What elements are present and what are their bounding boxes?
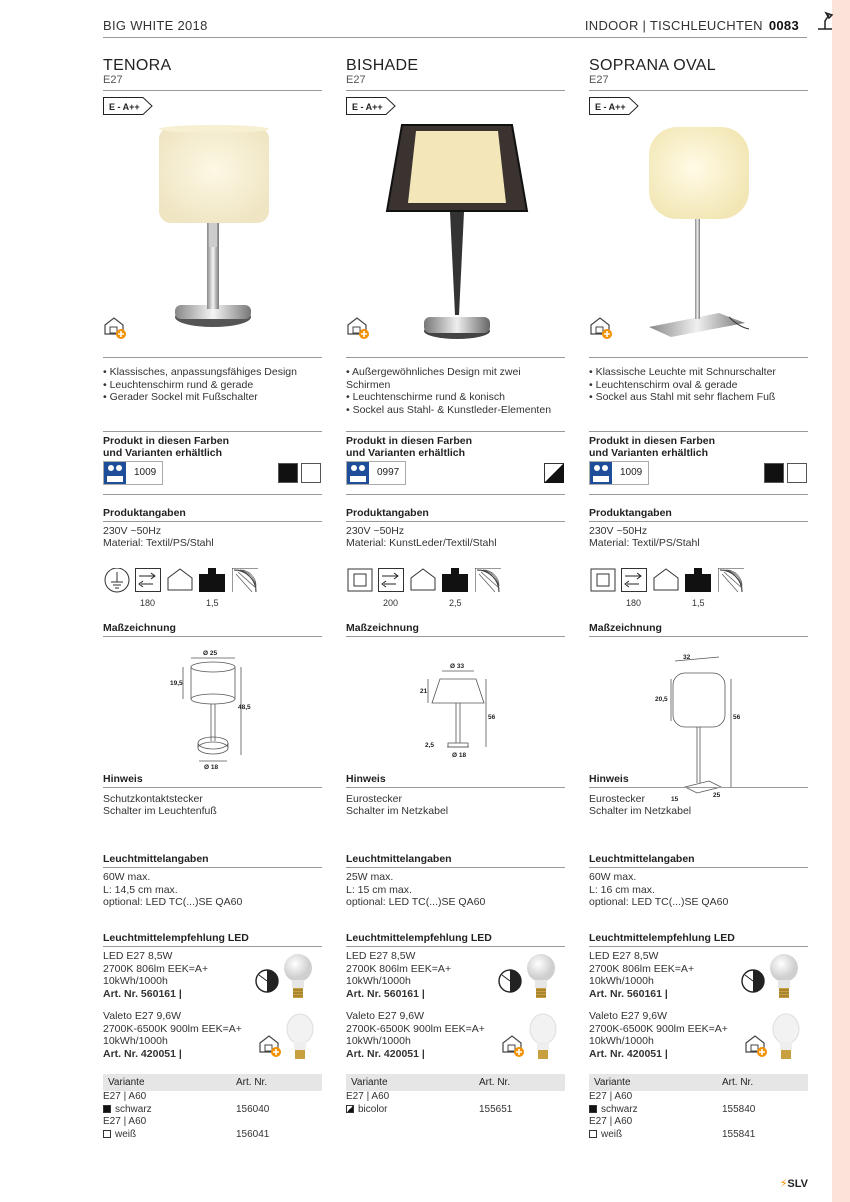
energy-class: E - A++ bbox=[595, 102, 626, 112]
black-swatch bbox=[278, 463, 298, 483]
light-distribution-icon bbox=[475, 568, 501, 597]
color-code: 1009 bbox=[620, 467, 643, 478]
color-code-box bbox=[346, 461, 406, 485]
smart-bulb-icon bbox=[285, 1013, 315, 1066]
protection-class-1-icon bbox=[103, 568, 131, 599]
led-rule bbox=[589, 946, 808, 947]
variant-color: bicolor bbox=[358, 1103, 388, 1115]
cable-length-value: 180 bbox=[140, 598, 156, 608]
black-swatch bbox=[764, 463, 784, 483]
lamp-line: optional: LED TC(...)SE QA60 bbox=[346, 896, 486, 908]
title-rule bbox=[103, 90, 322, 91]
svg-text:19,5: 19,5 bbox=[170, 680, 183, 687]
led-bulb-icon bbox=[283, 953, 313, 1006]
feature-list bbox=[346, 366, 565, 416]
dimension-drawing bbox=[103, 649, 322, 814]
indoor-icon bbox=[410, 568, 436, 597]
protection-class-2-icon bbox=[589, 568, 617, 599]
variant-color-row bbox=[346, 1104, 565, 1117]
indoor-icon bbox=[653, 568, 679, 597]
svg-text:48,5: 48,5 bbox=[238, 704, 251, 711]
colors-heading-1: Produkt in diesen Farben bbox=[103, 435, 230, 447]
dimmable-icon bbox=[741, 969, 765, 998]
lamp-heading: Leuchtmittelangaben bbox=[346, 853, 452, 865]
product-photo bbox=[346, 117, 565, 347]
colors-rule bbox=[589, 431, 808, 432]
variant-swatch bbox=[589, 1105, 597, 1113]
weight-value: 1,5 bbox=[692, 598, 705, 608]
svg-text:Ø 33: Ø 33 bbox=[450, 663, 465, 670]
specs-heading: Produktangaben bbox=[346, 507, 429, 519]
energy-class: E - A++ bbox=[352, 102, 383, 112]
spec-voltage: 230V ~50Hz bbox=[589, 525, 648, 537]
energy-label bbox=[346, 97, 383, 115]
specs-heading: Produktangaben bbox=[103, 507, 186, 519]
lamp-line: optional: LED TC(...)SE QA60 bbox=[103, 896, 243, 908]
variant-table bbox=[103, 1074, 322, 1141]
header-rule bbox=[103, 37, 807, 38]
feature-list bbox=[103, 366, 297, 404]
lamp-line: L: 15 cm max. bbox=[346, 883, 412, 896]
features-rule bbox=[346, 357, 565, 358]
weight-value: 1,5 bbox=[206, 598, 219, 608]
page-number: 0083 bbox=[768, 18, 799, 33]
led1-line: LED E27 8,5W bbox=[589, 950, 659, 962]
smart-home-icon bbox=[258, 1033, 282, 1064]
led1-line: 10kWh/1000h bbox=[103, 975, 168, 987]
weight-value: 2,5 bbox=[449, 598, 462, 608]
note-rule bbox=[346, 787, 565, 788]
colors-heading-2: und Varianten erhältlich bbox=[589, 447, 709, 459]
specs-rule bbox=[589, 494, 808, 495]
note-line-1: Eurostecker bbox=[346, 793, 403, 805]
installation-service-icon bbox=[346, 315, 370, 346]
feature-item: • Leuchtenschirm rund & gerade bbox=[103, 379, 297, 392]
dimensions-rule bbox=[346, 636, 565, 637]
lamp-rule bbox=[589, 867, 808, 868]
led-rule bbox=[103, 946, 322, 947]
dimensions-heading: Maßzeichnung bbox=[346, 622, 419, 634]
variant-table bbox=[589, 1074, 808, 1141]
led1-line: 2700K 806lm EEK=A+ bbox=[589, 962, 695, 975]
bicolor-swatch bbox=[544, 463, 564, 488]
led1-line: LED E27 8,5W bbox=[346, 950, 416, 962]
led1-line: Art. Nr. 560161 | bbox=[589, 987, 668, 1000]
features-rule bbox=[103, 357, 322, 358]
feature-item: • Leuchtenschirm oval & gerade bbox=[589, 379, 776, 392]
socket-type: E27 bbox=[103, 74, 123, 86]
variant-type-row bbox=[103, 1116, 322, 1129]
spec-material: Material: Textil/PS/Stahl bbox=[589, 537, 700, 549]
variant-artnr: 156040 bbox=[236, 1103, 270, 1115]
led1-line: 10kWh/1000h bbox=[346, 975, 411, 987]
tech-icons bbox=[589, 568, 808, 608]
slv-logo: ⚡SLV bbox=[779, 1178, 808, 1190]
variant-color: weiß bbox=[115, 1128, 137, 1140]
svg-text:21: 21 bbox=[420, 688, 428, 695]
title-rule bbox=[346, 90, 565, 91]
white-swatch bbox=[787, 463, 807, 483]
page-edge-tab bbox=[832, 0, 850, 1202]
indoor-icon bbox=[167, 568, 193, 597]
lamp-heading: Leuchtmittelangaben bbox=[103, 853, 209, 865]
variant-table-header bbox=[589, 1074, 808, 1091]
smart-bulb-icon bbox=[771, 1013, 801, 1066]
variant-column-header: Variante bbox=[594, 1077, 631, 1088]
note-line-2: Schalter im Netzkabel bbox=[589, 805, 692, 817]
variant-table bbox=[346, 1074, 565, 1116]
installation-service-icon bbox=[103, 315, 127, 346]
svg-text:25: 25 bbox=[713, 792, 721, 799]
led2-line: Valeto E27 9,6W bbox=[346, 1010, 425, 1022]
note-heading: Hinweis bbox=[589, 773, 629, 785]
cable-length-value: 200 bbox=[383, 598, 399, 608]
variant-artnr: 155840 bbox=[722, 1103, 756, 1115]
catalog-title: BIG WHITE 2018 bbox=[103, 18, 208, 33]
color-code: 1009 bbox=[134, 467, 157, 478]
lamp-rule bbox=[103, 867, 322, 868]
variant-type-row bbox=[103, 1091, 322, 1104]
led2-line: 2700K-6500K 900lm EEK=A+ bbox=[589, 1022, 728, 1035]
led-heading: Leuchtmittelempfehlung LED bbox=[103, 932, 249, 944]
colors-heading-2: und Varianten erhältlich bbox=[346, 447, 466, 459]
svg-text:Ø 25: Ø 25 bbox=[203, 650, 218, 657]
energy-label bbox=[589, 97, 626, 115]
tech-icons bbox=[103, 568, 322, 608]
artnr-column-header: Art. Nr. bbox=[722, 1077, 754, 1088]
variant-artnr: 155841 bbox=[722, 1128, 756, 1140]
spec-material: Material: KunstLeder/Textil/Stahl bbox=[346, 537, 497, 549]
led2-line: 10kWh/1000h bbox=[346, 1035, 411, 1047]
variant-artnr: 156041 bbox=[236, 1128, 270, 1140]
energy-class: E - A++ bbox=[109, 102, 140, 112]
color-code-box bbox=[103, 461, 163, 485]
variant-artnr: 155651 bbox=[479, 1103, 513, 1115]
led-heading: Leuchtmittelempfehlung LED bbox=[589, 932, 735, 944]
note-rule bbox=[589, 787, 808, 788]
note-line-2: Schalter im Netzkabel bbox=[346, 805, 449, 817]
smart-home-icon bbox=[744, 1033, 768, 1064]
variant-type: E27 | A60 bbox=[589, 1091, 633, 1102]
dimensions-heading: Maßzeichnung bbox=[103, 622, 176, 634]
note-heading: Hinweis bbox=[346, 773, 386, 785]
artnr-column-header: Art. Nr. bbox=[236, 1077, 268, 1088]
colors-heading-2: und Varianten erhältlich bbox=[103, 447, 223, 459]
product-photo bbox=[589, 117, 808, 347]
specs-heading: Produktangaben bbox=[589, 507, 672, 519]
socket-type: E27 bbox=[346, 74, 366, 86]
specs-heading-rule bbox=[346, 521, 565, 522]
smart-home-icon bbox=[501, 1033, 525, 1064]
specs-rule bbox=[103, 494, 322, 495]
feature-item: • Gerader Sockel mit Fußschalter bbox=[103, 391, 297, 404]
led1-line: 2700K 806lm EEK=A+ bbox=[346, 962, 452, 975]
variant-color-row bbox=[103, 1129, 322, 1142]
protection-class-2-icon bbox=[346, 568, 374, 599]
dimension-drawing bbox=[589, 649, 808, 814]
led1-line: 2700K 806lm EEK=A+ bbox=[103, 962, 209, 975]
note-line-1: Eurostecker bbox=[589, 793, 646, 805]
smart-bulb-icon bbox=[528, 1013, 558, 1066]
weight-icon bbox=[442, 568, 468, 597]
led2-line: 2700K-6500K 900lm EEK=A+ bbox=[346, 1022, 485, 1035]
svg-text:56: 56 bbox=[488, 714, 496, 721]
led-rule bbox=[346, 946, 565, 947]
variant-color: schwarz bbox=[115, 1103, 152, 1115]
person-group-icon bbox=[590, 462, 612, 489]
led1-line: 10kWh/1000h bbox=[589, 975, 654, 987]
led2-line: Art. Nr. 420051 | bbox=[103, 1047, 182, 1060]
artnr-column-header: Art. Nr. bbox=[479, 1077, 511, 1088]
led-heading: Leuchtmittelempfehlung LED bbox=[346, 932, 492, 944]
color-code: 0997 bbox=[377, 467, 400, 478]
variant-type: E27 | A60 bbox=[589, 1116, 633, 1127]
weight-icon bbox=[199, 568, 225, 597]
svg-text:15: 15 bbox=[671, 796, 679, 803]
svg-text:Ø 18: Ø 18 bbox=[452, 752, 467, 759]
dimension-drawing bbox=[346, 649, 565, 814]
variant-swatch bbox=[103, 1105, 111, 1113]
variant-color-row bbox=[589, 1129, 808, 1142]
light-distribution-icon bbox=[232, 568, 258, 597]
dimmable-icon bbox=[498, 969, 522, 998]
variant-column-header: Variante bbox=[351, 1077, 388, 1088]
colors-rule bbox=[103, 431, 322, 432]
cable-length-icon bbox=[135, 568, 161, 597]
colors-heading-1: Produkt in diesen Farben bbox=[589, 435, 716, 447]
lamp-line: L: 16 cm max. bbox=[589, 883, 655, 896]
svg-text:Ø 18: Ø 18 bbox=[204, 764, 219, 771]
variant-type-row bbox=[589, 1091, 808, 1104]
specs-heading-rule bbox=[589, 521, 808, 522]
title-rule bbox=[589, 90, 808, 91]
led2-line: 10kWh/1000h bbox=[103, 1035, 168, 1047]
led1-line: LED E27 8,5W bbox=[103, 950, 173, 962]
variant-color-row bbox=[589, 1104, 808, 1117]
person-group-icon bbox=[104, 462, 126, 489]
variant-color: schwarz bbox=[601, 1103, 638, 1115]
weight-icon bbox=[685, 568, 711, 597]
product-title: TENORA bbox=[103, 57, 172, 74]
spec-material: Material: Textil/PS/Stahl bbox=[103, 537, 214, 549]
svg-text:2,5: 2,5 bbox=[425, 742, 435, 749]
product-column-1 bbox=[103, 57, 322, 1140]
feature-list bbox=[589, 366, 776, 404]
led2-line: Art. Nr. 420051 | bbox=[346, 1047, 425, 1060]
light-distribution-icon bbox=[718, 568, 744, 597]
led-bulb-icon bbox=[526, 953, 556, 1006]
variant-type: E27 | A60 bbox=[103, 1116, 147, 1127]
feature-item: • Klassische Leuchte mit Schnurschalter bbox=[589, 366, 776, 379]
variant-type-row bbox=[589, 1116, 808, 1129]
lamp-line: L: 14,5 cm max. bbox=[103, 883, 178, 896]
cable-length-icon bbox=[621, 568, 647, 597]
dimensions-rule bbox=[103, 636, 322, 637]
installation-service-icon bbox=[589, 315, 613, 346]
led-bulb-icon bbox=[769, 953, 799, 1006]
color-code-box bbox=[589, 461, 649, 485]
led2-line: Art. Nr. 420051 | bbox=[589, 1047, 668, 1060]
note-line-1: Schutzkontaktstecker bbox=[103, 793, 203, 805]
brand-label: SLV bbox=[787, 1178, 808, 1190]
person-group-icon bbox=[347, 462, 369, 489]
spec-voltage: 230V ~50Hz bbox=[346, 525, 405, 537]
variant-type-row bbox=[346, 1091, 565, 1104]
led2-line: 10kWh/1000h bbox=[589, 1035, 654, 1047]
feature-item: • Außergewöhnliches Design mit zwei Schirmen bbox=[346, 366, 565, 391]
dimmable-icon bbox=[255, 969, 279, 998]
feature-item: • Klassisches, anpassungsfähiges Design bbox=[103, 366, 297, 379]
led2-line: Valeto E27 9,6W bbox=[589, 1010, 668, 1022]
variant-table-header bbox=[346, 1074, 565, 1091]
lamp-line: 60W max. bbox=[589, 871, 637, 883]
feature-item: • Sockel aus Stahl mit sehr flachem Fuß bbox=[589, 391, 776, 404]
variant-swatch bbox=[346, 1105, 354, 1113]
product-column-3 bbox=[589, 57, 808, 1140]
socket-type: E27 bbox=[589, 74, 609, 86]
specs-rule bbox=[346, 494, 565, 495]
svg-text:32: 32 bbox=[683, 654, 691, 661]
colors-rule bbox=[346, 431, 565, 432]
feature-item: • Sockel aus Stahl- & Kunstleder-Elementen bbox=[346, 404, 565, 417]
variant-type: E27 | A60 bbox=[103, 1091, 147, 1102]
dimensions-rule bbox=[589, 636, 808, 637]
section-label: INDOOR | TISCHLEUCHTEN bbox=[584, 18, 763, 33]
lamp-heading: Leuchtmittelangaben bbox=[589, 853, 695, 865]
cable-length-value: 180 bbox=[626, 598, 642, 608]
white-swatch bbox=[301, 463, 321, 483]
note-line-2: Schalter im Leuchtenfuß bbox=[103, 805, 217, 817]
product-title: BISHADE bbox=[346, 57, 419, 74]
variant-color-row bbox=[103, 1104, 322, 1117]
table-lamp-icon bbox=[814, 10, 836, 32]
variant-swatch bbox=[103, 1130, 111, 1138]
variant-type: E27 | A60 bbox=[346, 1091, 390, 1102]
feature-item: • Leuchtenschirme rund & konisch bbox=[346, 391, 565, 404]
variant-swatch bbox=[589, 1130, 597, 1138]
specs-heading-rule bbox=[103, 521, 322, 522]
variant-column-header: Variante bbox=[108, 1077, 145, 1088]
led1-line: Art. Nr. 560161 | bbox=[346, 987, 425, 1000]
note-heading: Hinweis bbox=[103, 773, 143, 785]
led1-line: Art. Nr. 560161 | bbox=[103, 987, 182, 1000]
variant-table-header bbox=[103, 1074, 322, 1091]
led2-line: Valeto E27 9,6W bbox=[103, 1010, 182, 1022]
product-photo bbox=[103, 117, 322, 347]
tech-icons bbox=[346, 568, 565, 608]
dimensions-heading: Maßzeichnung bbox=[589, 622, 662, 634]
features-rule bbox=[589, 357, 808, 358]
variant-color: weiß bbox=[601, 1128, 623, 1140]
lamp-rule bbox=[346, 867, 565, 868]
product-column-2 bbox=[346, 57, 565, 1115]
lamp-line: 25W max. bbox=[346, 871, 394, 883]
led2-line: 2700K-6500K 900lm EEK=A+ bbox=[103, 1022, 242, 1035]
lamp-line: optional: LED TC(...)SE QA60 bbox=[589, 896, 729, 908]
product-title: SOPRANA OVAL bbox=[589, 57, 716, 74]
note-rule bbox=[103, 787, 322, 788]
svg-text:20,5: 20,5 bbox=[655, 696, 668, 703]
cable-length-icon bbox=[378, 568, 404, 597]
spec-voltage: 230V ~50Hz bbox=[103, 525, 162, 537]
svg-text:56: 56 bbox=[733, 714, 741, 721]
energy-label bbox=[103, 97, 140, 115]
colors-heading-1: Produkt in diesen Farben bbox=[346, 435, 473, 447]
lamp-line: 60W max. bbox=[103, 871, 151, 883]
section-title bbox=[585, 18, 799, 33]
